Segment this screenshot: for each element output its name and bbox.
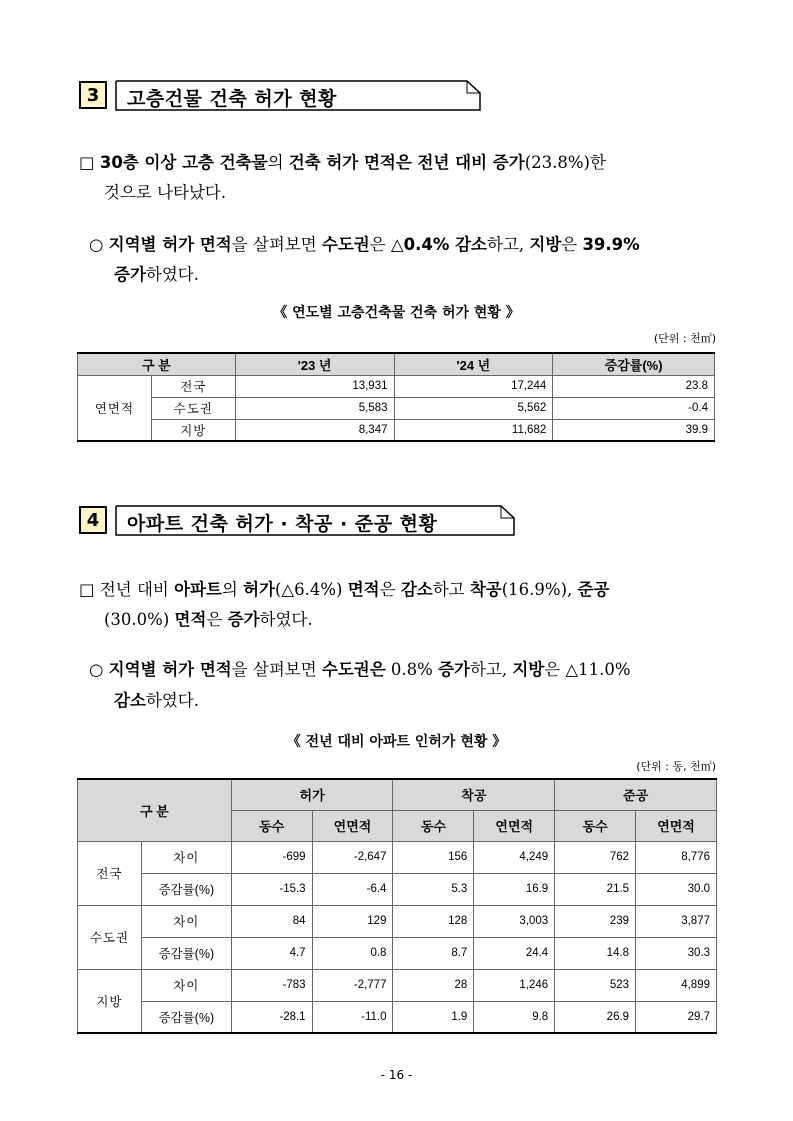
row-label: 차이 [141,841,231,873]
subheader: 연면적 [636,810,717,841]
group-label: 연면적 [78,375,152,441]
row-label: 지방 [151,419,235,441]
row-label: 수도권 [151,397,235,419]
page-number: - 16 - [380,1068,413,1082]
section-title: 고층건물 건축 허가 현황 [127,88,337,110]
table-unit: (단위 : 동, 천㎡) [636,760,716,773]
paragraph-summary: □ 전년 대비 아파트의 허가(△6.4%) 면적은 감소하고 착공(16.9%), 준공 [79,580,610,599]
header-group-permit: 허가 [231,779,393,810]
table-title: 《 연도별 고층건축물 건축 허가 현황 》 [273,305,520,321]
table-row: 연면적 전국 13,931 17,244 23.8 [78,375,715,397]
subheader: 연면적 [312,810,393,841]
highrise-permit-table [77,352,715,442]
apartment-permit-table [77,778,717,1034]
table-title: 《 전년 대비 아파트 인허가 현황 》 [286,734,507,750]
subheader: 동수 [231,810,312,841]
table-row: 증감률(%) 4.7 0.8 8.7 24.4 14.8 30.3 [78,937,717,969]
header-category: 구 분 [78,779,232,841]
region-label: 전국 [78,841,142,905]
subheader: 연면적 [474,810,555,841]
table-row: 수도권 차이 84 129 128 3,003 239 3,877 [78,905,717,937]
paragraph-summary: □ 30층 이상 고층 건축물의 건축 허가 면적은 전년 대비 증가(23.8%)한 [79,153,606,172]
subheader: 동수 [393,810,474,841]
table-unit: (단위 : 천㎡) [653,332,716,345]
paragraph-regional-line2: 증가하였다. [114,265,199,284]
header-group-complete: 준공 [555,779,717,810]
paragraph-summary-line2: 것으로 나타났다. [104,183,227,202]
row-label: 증감률(%) [141,873,231,905]
section-title: 아파트 건축 허가 · 착공 · 준공 현황 [127,513,438,535]
table-row: 증감률(%) -28.1 -11.0 1.9 9.8 26.9 29.7 [78,1001,717,1033]
table-row: 증감률(%) -15.3 -6.4 5.3 16.9 21.5 30.0 [78,873,717,905]
paragraph-regional-line2: 감소하였다. [114,691,199,710]
region-label: 지방 [78,969,142,1033]
header-category: 구 분 [78,353,236,375]
square-bullet-icon: □ [79,153,95,172]
region-label: 수도권 [78,905,142,969]
header-group-start: 착공 [393,779,555,810]
section-number-badge: 3 [79,81,107,109]
circle-bullet-icon: ○ [89,235,104,254]
subheader: 동수 [555,810,636,841]
row-label: 증감률(%) [141,1001,231,1033]
section-number-badge: 4 [79,506,107,534]
header-2023: '23 년 [235,353,394,375]
table-row: 지방 차이 -783 -2,777 28 1,246 523 4,899 [78,969,717,1001]
circle-bullet-icon: ○ [89,660,104,679]
paragraph-regional: ○ 지역별 허가 면적을 살펴보면 수도권은 0.8% 증가하고, 지방은 △11.0% [89,660,631,679]
paragraph-summary-line2: (30.0%) 면적은 증가하였다. [104,610,313,629]
table-row: 수도권 5,583 5,562 -0.4 [78,397,715,419]
square-bullet-icon: □ [79,580,95,599]
row-label: 전국 [151,375,235,397]
row-label: 차이 [141,905,231,937]
row-label: 차이 [141,969,231,1001]
header-2024: '24 년 [394,353,553,375]
table-row: 전국 차이 -699 -2,647 156 4,249 762 8,776 [78,841,717,873]
header-rate: 증감률(%) [553,353,715,375]
paragraph-regional: ○ 지역별 허가 면적을 살펴보면 수도권은 △0.4% 감소하고, 지방은 39.9% [89,235,640,254]
table-row: 지방 8,347 11,682 39.9 [78,419,715,441]
row-label: 증감률(%) [141,937,231,969]
